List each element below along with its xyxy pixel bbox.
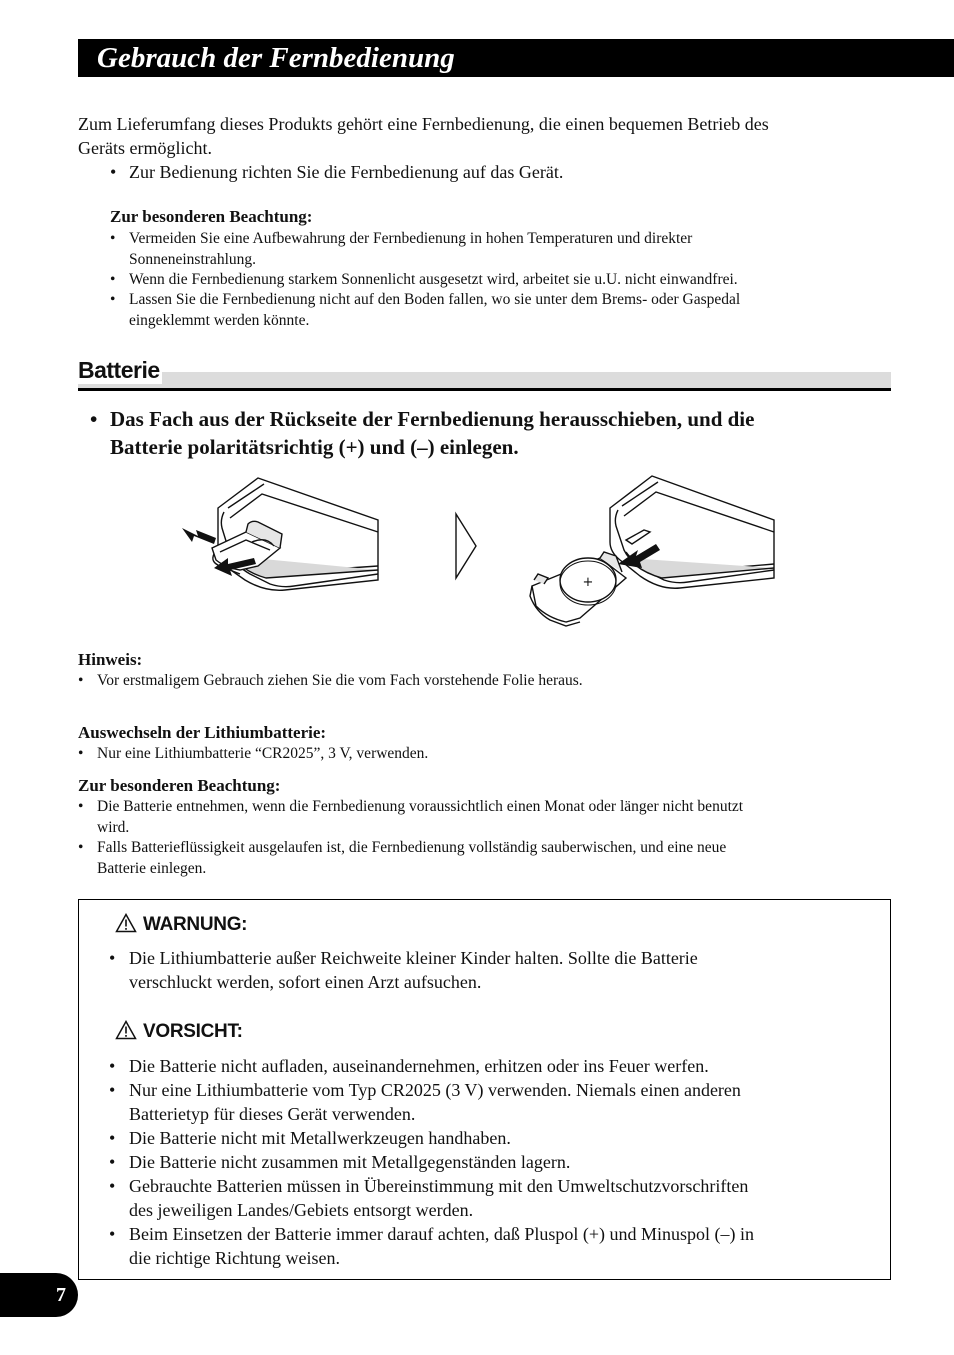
- battery-instruction-line: Das Fach aus der Rückseite der Fernbedienung herausschieben, und die: [110, 407, 755, 431]
- bullet-dot: •: [90, 407, 98, 431]
- caution-box-heading-text: VORSICHT:: [143, 1021, 243, 1042]
- bullet-dot: •: [110, 162, 117, 182]
- warning-heading-text: WARNUNG:: [143, 914, 248, 935]
- caution1-item-line: Lassen Sie die Fernbedienung nicht auf den Boden fallen, wo sie unter dem Brems- oder Gaspedal: [129, 291, 741, 308]
- bullet-dot: •: [109, 1056, 116, 1076]
- caution2-item-line: Die Batterie entnehmen, wenn die Fernbedienung voraussichtlich einen Monat oder länger nicht benutzt: [97, 798, 744, 815]
- bullet-dot: •: [109, 1152, 116, 1172]
- note-item-text: Vor erstmaligem Gebrauch ziehen Sie die vom Fach vorstehende Folie heraus.: [97, 672, 583, 689]
- caution2-item-line: Falls Batterieflüssigkeit ausgelaufen ist, die Fernbedienung vollständig sauberwischen, und eine neue: [97, 839, 727, 856]
- remote-tray-removal-figure: [212, 478, 378, 590]
- caution1-item: [110, 228, 870, 270]
- caution-box-item: [109, 1222, 869, 1270]
- intro-bullet-text: Zur Bedienung richten Sie die Fernbedienung auf das Gerät.: [129, 162, 564, 182]
- battery-instruction-line: Batterie polaritätsrichtig (+) und (–) einlegen.: [110, 435, 519, 459]
- bullet-dot: •: [110, 271, 116, 288]
- bullet-dot: •: [109, 948, 116, 968]
- battery-polarity-mark: +: [582, 575, 594, 590]
- intro-line: Zum Lieferumfang dieses Produkts gehört eine Fernbedienung, die einen bequemen Betrieb des: [78, 114, 769, 134]
- replace-heading: Auswechseln der Lithiumbatterie:: [78, 723, 327, 742]
- warning-box: [78, 899, 891, 1280]
- caution-box-item-line: Die Batterie nicht zusammen mit Metallgegenständen lagern.: [129, 1152, 571, 1172]
- caution-box-item: [109, 1174, 869, 1222]
- bullet-dot: •: [78, 839, 84, 856]
- bullet-dot: •: [109, 1080, 116, 1100]
- heading-rule: [78, 388, 891, 391]
- intro-paragraph: [78, 112, 898, 160]
- caution-box-item: [109, 1078, 869, 1126]
- caution2-item-line: wird.: [97, 819, 130, 836]
- caution2-item: [78, 796, 878, 838]
- battery-section-heading: [78, 355, 891, 391]
- note-item: [78, 670, 878, 691]
- page-header-bar: [78, 39, 954, 77]
- note-heading: Hinweis:: [78, 650, 143, 669]
- heading-shade-bar: [78, 372, 891, 388]
- caution2-item: [78, 837, 878, 879]
- page-number: 7: [56, 1284, 66, 1306]
- warning-item-line: Die Lithiumbatterie außer Reichweite kleiner Kinder halten. Sollte die Batterie: [129, 948, 698, 968]
- caution-box-item-line: Batterietyp für dieses Gerät verwenden.: [129, 1104, 416, 1124]
- caution1-heading: Zur besonderen Beachtung:: [110, 207, 313, 226]
- caution1-item-line: Wenn die Fernbedienung starkem Sonnenlicht ausgesetzt wird, arbeitet sie u.U. nicht einwandfrei.: [129, 271, 738, 288]
- caution1-item: [110, 269, 870, 290]
- caution-triangle-icon: [115, 1020, 137, 1040]
- warning-item-line: verschluckt werden, sofort einen Arzt aufsuchen.: [129, 972, 482, 992]
- next-step-arrow-icon: [456, 514, 476, 578]
- battery-instruction: [90, 405, 880, 461]
- caution-box-item: [109, 1126, 869, 1150]
- page-number-tab: [0, 1273, 78, 1317]
- intro-line: Geräts ermöglicht.: [78, 138, 212, 158]
- bullet-dot: •: [109, 1224, 116, 1244]
- replace-item-text: Nur eine Lithiumbatterie “CR2025”, 3 V, verwenden.: [97, 745, 429, 762]
- caution1-item-line: Vermeiden Sie eine Aufbewahrung der Fernbedienung in hohen Temperaturen und direkter: [129, 230, 693, 247]
- push-arrow-icon: [182, 528, 216, 544]
- replace-item: [78, 743, 878, 764]
- bullet-dot: •: [110, 230, 116, 247]
- caution-box-item: [109, 1054, 869, 1078]
- battery-insertion-illustration: [170, 470, 790, 630]
- caution-box-item-line: Die Batterie nicht mit Metallwerkzeugen handhaben.: [129, 1128, 511, 1148]
- caution-box-item-line: die richtige Richtung weisen.: [129, 1248, 340, 1268]
- caution1-item: [110, 289, 870, 331]
- bullet-dot: •: [78, 798, 84, 815]
- caution-box-item-line: Gebrauchte Batterien müssen in Übereinstimmung mit den Umweltschutzvorschriften: [129, 1176, 749, 1196]
- caution2-item-line: Batterie einlegen.: [97, 860, 207, 877]
- bullet-dot: •: [109, 1128, 116, 1148]
- caution-box-heading: [115, 1020, 243, 1043]
- warning-triangle-icon: [115, 913, 137, 933]
- caution-box-item-line: Beim Einsetzen der Batterie immer darauf achten, daß Pluspol (+) und Minuspol (–) in: [129, 1224, 754, 1244]
- intro-bullet: [110, 160, 890, 184]
- caution2-heading: Zur besonderen Beachtung:: [78, 776, 281, 795]
- bullet-dot: •: [110, 291, 116, 308]
- page-title: Gebrauch der Fernbedienung: [97, 42, 455, 74]
- bullet-dot: •: [78, 745, 84, 762]
- warning-heading: [115, 913, 247, 936]
- caution1-item-line: eingeklemmt werden könnte.: [129, 312, 310, 329]
- bullet-dot: •: [109, 1176, 116, 1196]
- caution1-item-line: Sonneneinstrahlung.: [129, 251, 256, 268]
- caution-box-item-line: Nur eine Lithiumbatterie vom Typ CR2025 (3 V) verwenden. Niemals einen anderen: [129, 1080, 741, 1100]
- caution-box-item-line: des jeweiligen Landes/Gebiets entsorgt werden.: [129, 1200, 474, 1220]
- warning-item: [109, 946, 869, 994]
- battery-heading: Batterie: [78, 357, 160, 383]
- caution-box-item: [109, 1150, 869, 1174]
- caution-box-item-line: Die Batterie nicht aufladen, auseinandernehmen, erhitzen oder ins Feuer werfen.: [129, 1056, 709, 1076]
- bullet-dot: •: [78, 672, 84, 689]
